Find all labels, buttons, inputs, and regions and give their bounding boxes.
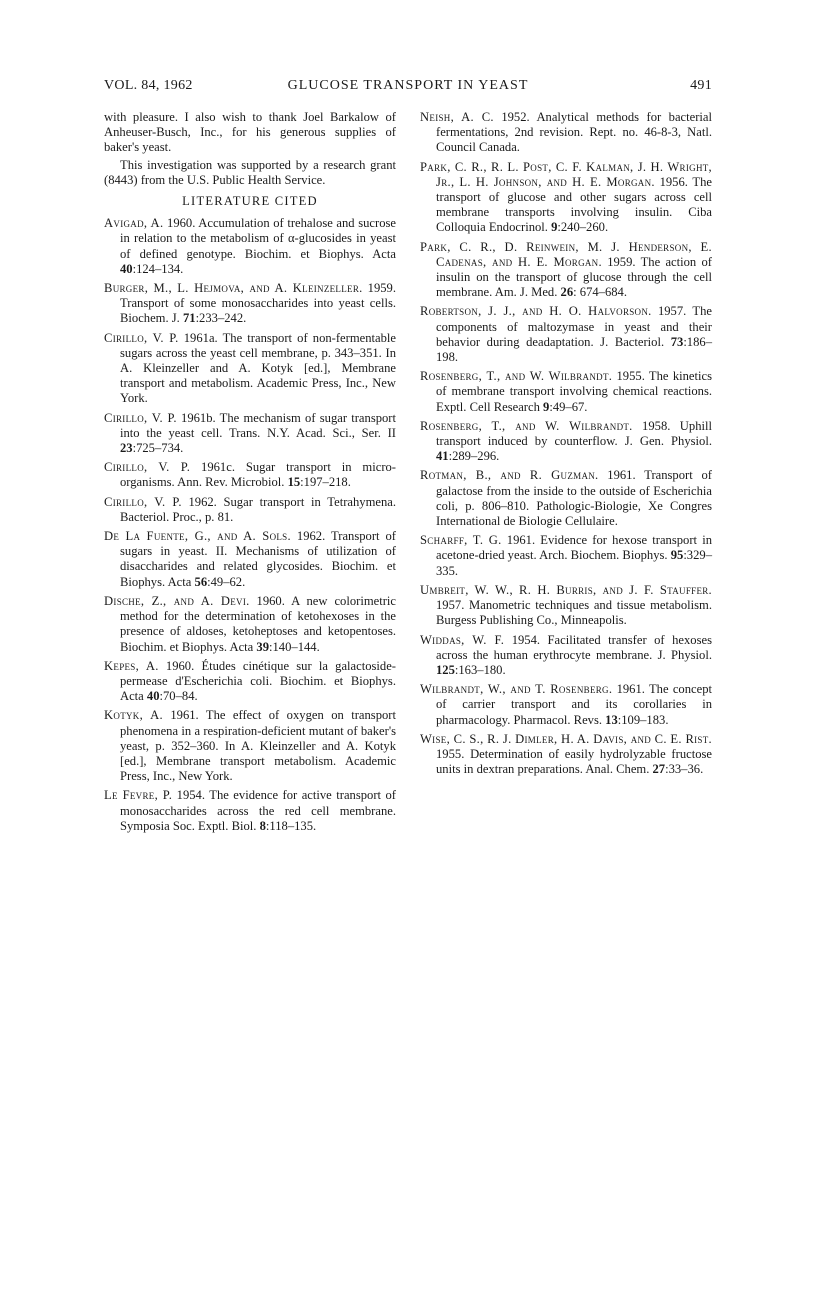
reference-entry: Rosenberg, T., and W. Wilbrandt. 1958. Uphill transport induced by counterflow. J. Gen. Physiol. 41:289–296. [420,418,712,464]
right-column [420,110,712,781]
reference-entry: Kepes, A. 1960. Études cinétique sur la galactoside-permease d'Escherichia coli. Biochim. et Biophys. Acta 40:70–84. [104,658,396,704]
reference-entry: Cirillo, V. P. 1961c. Sugar transport in micro-organisms. Ann. Rev. Microbiol. 15:197–218. [104,460,396,490]
reference-entry: De La Fuente, G., and A. Sols. 1962. Transport of sugars in yeast. II. Mechanisms of utilization of disaccharides and related glycosides. Biochim. et Biophys. Acta 56:49–62. [104,529,397,589]
reference-entry: Dische, Z., and A. Devi. 1960. A new colorimetric method for the determination of ketohexoses in the presence of aldoses, ketoheptoses and ketopentoses. Biochim. et Biophys. Acta 39:140–144. [104,593,396,654]
reference-entry: Kotyk, A. 1961. The effect of oxygen on transport phenomena in a respiration-deficient mutant of baker's yeast, p. 352–360. In A. Kleinzeller and A. Kotyk [ed.], Membrane transport metabolism. Academic Press, Inc., New York. [104,708,396,784]
reference-entry: Scharff, T. G. 1961. Evidence for hexose transport in acetone-dried yeast. Arch. Biochem. Biophys. 95:329–335. [420,533,713,578]
left-column [104,110,396,838]
reference-entry: Neish, A. C. 1952. Analytical methods for bacterial fermentations, 2nd revision. Rept. no. 46-8-3, Natl. Council Canada. [420,110,712,155]
literature-heading: LITERATURE CITED [182,194,318,209]
reference-entry: Widdas, W. F. 1954. Facilitated transfer of hexoses across the human erythrocyte membrane. J. Physiol. 125:163–180. [420,632,712,677]
reference-entry: Cirillo, V. P. 1961b. The mechanism of sugar transport into the yeast cell. Trans. N.Y. Acad. Sci., Ser. II 23:725–734. [104,410,397,456]
reference-entry: Rosenberg, T., and W. Wilbrandt. 1955. The kinetics of membrane transport involving chemical reactions. Exptl. Cell Research 9:49–67. [420,369,712,414]
reference-entry: Park, C. R., D. Reinwein, M. J. Henderson, E. Cadenas, and H. E. Morgan. 1959. The action of insulin on the transport of glucose through the cell membrane. Am. J. Med. 26: 674–684. [420,239,713,300]
volume-label: VOL. 84, 1962 [104,78,193,93]
reference-entry: Wise, C. S., R. J. Dimler, H. A. Davis, and C. E. Rist. 1955. Determination of easily hydrolyzable fructose units in dextran preparations. Anal. Chem. 27:33–36. [420,731,712,777]
page-number: 491 [690,78,712,93]
acknowledgment-text: with pleasure. I also wish to thank Joel Barkalow of Anheuser-Busch, Inc., for his generous supplies of baker's yeast. [104,110,396,155]
reference-entry: Wilbrandt, W., and T. Rosenberg. 1961. The concept of carrier transport and its corollaries in pharmacology. Pharmacol. Revs. 13:109–183. [420,682,712,727]
grant-note: This investigation was supported by a research grant (8443) from the U.S. Public Health Service. [104,157,396,187]
running-header [104,78,712,100]
reference-entry: Le Fevre, P. 1954. The evidence for active transport of monosaccharides across the red cell membrane. Symposia Soc. Exptl. Biol. 8:118–135. [104,788,396,833]
running-title: GLUCOSE TRANSPORT IN YEAST [287,78,529,93]
reference-entry: Park, C. R., R. L. Post, C. F. Kalman, J. H. Wright, Jr., L. H. Johnson, and H. E. Morgan. 1956. The transport of glucose and other sugars across cell membrane transports involving insulin. Ciba Colloquia Endocrinol. 9:240–260. [420,159,712,235]
reference-entry: Burger, M., L. Hejmova, and A. Kleinzeller. 1959. Transport of some monosaccharides into yeast cells. Biochem. J. 71:233–242. [104,281,396,326]
reference-entry: Cirillo, V. P. 1961a. The transport of non-fermentable sugars across the yeast cell membrane, p. 343–351. In A. Kleinzeller and A. Kotyk [ed.], Membrane transport and metabolism. Academic Press, Inc., New York. [104,330,397,406]
reference-entry: Robertson, J. J., and H. O. Halvorson. 1957. The components of maltozymase in yeast and their behavior during deadaptation. J. Bacteriol. 73:186–198. [420,304,712,365]
reference-entry: Rotman, B., and R. Guzman. 1961. Transport of galactose from the inside to the outside of Escherichia coli, p. 806–810. Pathologic-Biologie, Xe Congres International de Biologie Cellulaire. [420,468,712,529]
reference-entry: Umbreit, W. W., R. H. Burris, and J. F. Stauffer. 1957. Manometric techniques and tissue metabolism. Burgess Publishing Co., Minneapolis. [420,582,712,628]
reference-entry: Avigad, A. 1960. Accumulation of trehalose and sucrose in relation to the metabolism of α-glucosides in yeast of defined genotype. Biochim. et Biophys. Acta 40:124–134. [104,216,396,276]
reference-entry: Cirillo, V. P. 1962. Sugar transport in Tetrahymena. Bacteriol. Proc., p. 81. [104,494,396,524]
